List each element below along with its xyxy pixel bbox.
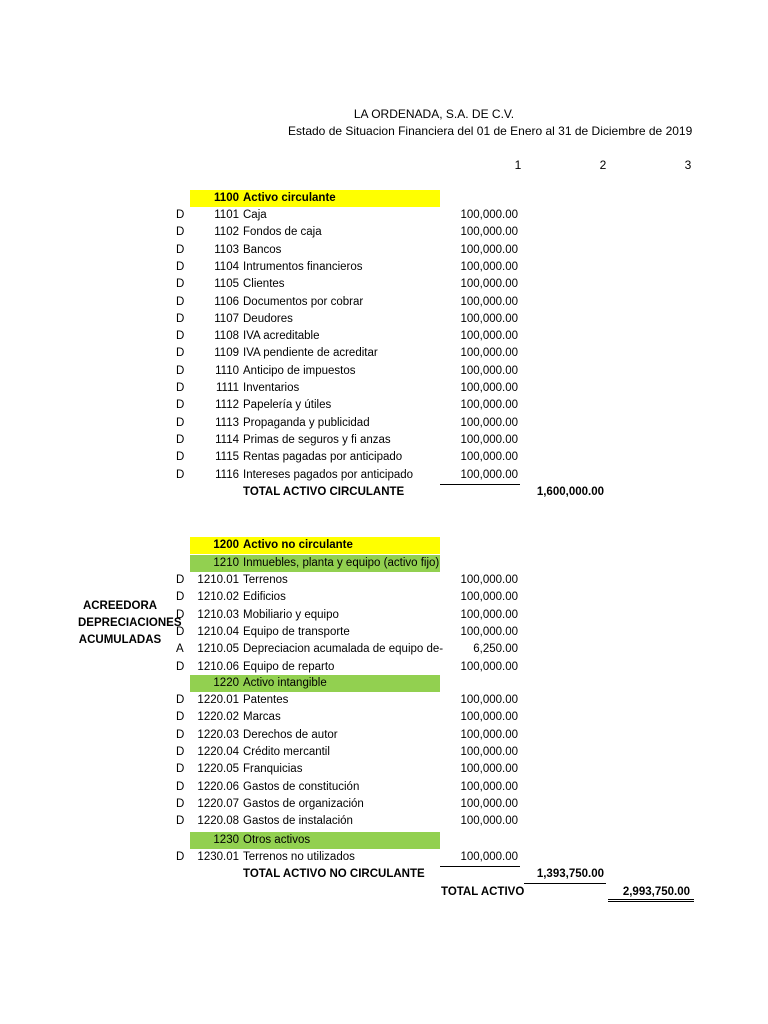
account-name: Primas de seguros y fi anzas [243,433,391,446]
account-code: 1114 [215,433,239,446]
account-amount: 100,000.00 [460,312,518,325]
account-code: 1220.03 [197,728,239,741]
nature-marker: D [176,574,185,586]
heading-code: 1220 [213,677,239,689]
nature-marker: D [176,468,185,481]
account-name: Marcas [243,711,281,724]
nature-marker: D [176,416,185,429]
account-code: 1111 [215,382,239,394]
account-code: 1220.04 [197,745,239,758]
total-no-circulante-label: TOTAL ACTIVO NO CIRCULANTE [243,868,425,880]
account-code: 1220.02 [197,711,239,724]
account-code: 1220.05 [197,763,239,776]
total-no-circulante-amount: 1,393,750.00 [536,868,604,880]
activo-intangible-heading [0,675,768,692]
nature-marker: D [176,745,185,758]
account-code: 1112 [215,399,239,412]
column-number-1: 1 [514,158,522,172]
account-amount: 100,000.00 [460,243,518,256]
account-code: 1210.03 [197,608,239,621]
ledger-row [0,709,768,726]
account-code: 1107 [214,312,239,325]
ledger-row [0,779,768,796]
acreedora-side-label: ACREEDORA DEPRECIACIONES ACUMULADAS [78,600,182,646]
account-amount: 100,000.00 [460,660,518,673]
account-amount: 100,000.00 [460,468,518,481]
ledger-row [0,294,768,311]
account-name: Intereses pagados por anticipado [243,468,414,481]
account-code: 1113 [215,416,239,429]
nature-marker: D [176,278,185,291]
ledger-row [0,467,768,484]
heading-label: Inmuebles, planta y equipo (activo fijo) [243,557,440,569]
account-amount: 100,000.00 [460,608,518,621]
account-code: 1220.01 [197,694,239,706]
ledger-row [0,363,768,380]
account-code: 1210.06 [197,660,239,673]
account-name: Caja [243,209,267,221]
account-amount: 100,000.00 [460,711,518,724]
account-amount: 100,000.00 [460,226,518,239]
account-name: Equipo de transporte [243,625,350,638]
ledger-row [0,849,768,866]
account-amount: 100,000.00 [460,574,518,586]
account-code: 1210.02 [197,591,239,604]
account-amount: 100,000.00 [460,260,518,273]
account-amount: 100,000.00 [460,278,518,291]
ledger-row [0,207,768,224]
ledger-row [0,328,768,345]
nature-marker: A [176,643,184,656]
account-code: 1220.08 [197,815,239,828]
account-code: 1115 [215,451,239,464]
nature-marker: D [176,608,185,621]
nature-marker: D [176,226,185,239]
ledger-row [0,796,768,813]
nature-marker: D [176,815,185,828]
nature-marker: D [176,209,185,221]
total-circulante-amount: 1,600,000.00 [536,486,604,498]
total-circulante-label: TOTAL ACTIVO CIRCULANTE [243,486,405,498]
account-name: Crédito mercantil [243,745,330,758]
account-amount: 100,000.00 [460,330,518,343]
heading-label: Activo no circulante [243,539,353,551]
account-name: Patentes [243,694,289,706]
heading-label: Activo circulante [243,192,336,204]
account-amount: 100,000.00 [460,625,518,638]
nature-marker: D [176,780,185,793]
account-code: 1210.04 [197,625,239,638]
account-code: 1104 [214,260,239,273]
account-name: Papelería y útiles [243,399,332,412]
account-amount: 100,000.00 [460,763,518,776]
nature-marker: D [176,797,185,810]
nature-marker: D [176,433,185,446]
account-amount: 100,000.00 [460,416,518,429]
account-name: Terrenos [243,574,288,586]
ledger-row [0,813,768,830]
account-code: 1103 [214,243,239,256]
nature-marker: D [176,694,185,706]
account-code: 1108 [214,330,239,343]
account-code: 1106 [214,295,239,308]
ledger-row [0,761,768,778]
heading-code: 1100 [214,192,239,204]
account-code: 1102 [214,226,239,239]
account-amount: 100,000.00 [460,815,518,828]
account-name: Propaganda y publicidad [243,416,370,429]
account-name: Depreciacion acumalada de equipo de- [243,643,444,656]
ledger-row [0,242,768,259]
activo-no-circulante-heading [0,537,768,554]
total-circulante-row [0,484,768,501]
total-activo-amount: 2,993,750.00 [622,886,690,898]
account-amount: 100,000.00 [460,382,518,394]
account-amount: 100,000.00 [460,295,518,308]
account-code: 1110 [215,364,239,377]
nature-marker: D [176,591,185,604]
heading-label: Activo intangible [243,677,327,689]
nature-marker: D [176,347,185,360]
nature-marker: D [176,399,185,412]
account-code: 1230.01 [197,851,239,863]
ledger-row [0,397,768,414]
account-amount: 100,000.00 [460,433,518,446]
nature-marker: D [176,364,185,377]
account-name: Anticipo de impuestos [243,364,356,377]
account-name: Inventarios [243,382,300,394]
ledger-row [0,224,768,241]
account-amount: 100,000.00 [460,209,518,221]
ledger-row [0,415,768,432]
account-code: 1220.07 [197,797,239,810]
ledger-row [0,744,768,761]
nature-marker: D [176,625,185,638]
account-code: 1220.06 [197,780,239,793]
account-amount: 100,000.00 [460,797,518,810]
statement-title: Estado de Situacion Financiera del 01 de Enero al 31 de Diciembre de 2019 [288,124,693,138]
nature-marker: D [176,330,185,343]
account-name: Documentos por cobrar [243,295,364,308]
total-activo-label: TOTAL ACTIVO [441,886,525,898]
account-name: IVA pendiente de acreditar [243,347,378,360]
ledger-row [0,659,768,676]
account-amount: 100,000.00 [460,399,518,412]
nature-marker: D [176,295,185,308]
account-amount: 100,000.00 [460,364,518,377]
ledger-row [0,572,768,589]
nature-marker: D [176,243,185,256]
account-code: 1210.01 [197,574,239,586]
account-name: Rentas pagadas por anticipado [243,451,403,464]
account-name: Bancos [243,243,282,256]
ledger-row [0,449,768,466]
account-name: Gastos de instalación [243,815,353,828]
account-code: 1105 [214,278,239,291]
ledger-row [0,276,768,293]
ledger-row [0,432,768,449]
nature-marker: D [176,728,185,741]
account-amount: 100,000.00 [460,745,518,758]
account-amount: 100,000.00 [460,591,518,604]
ledger-row [0,727,768,744]
ledger-row [0,311,768,328]
ledger-row [0,692,768,709]
account-amount: 100,000.00 [460,451,518,464]
account-name: Derechos de autor [243,728,338,741]
account-name: Gastos de constitución [243,780,360,793]
nature-marker: D [176,763,185,776]
nature-marker: D [176,711,185,724]
double-underline-bottom [608,901,694,902]
account-name: Clientes [243,278,285,291]
account-name: Fondos de caja [243,226,322,239]
account-name: Terrenos no utilizados [243,851,355,863]
account-code: 1101 [214,209,239,221]
nature-marker: D [176,382,185,394]
account-amount: 100,000.00 [460,780,518,793]
account-name: Deudores [243,312,293,325]
account-name: Equipo de reparto [243,660,335,673]
account-name: Edificios [243,591,286,604]
ledger-row [0,259,768,276]
account-code: 1116 [215,468,239,481]
account-amount: 100,000.00 [460,347,518,360]
activo-fijo-heading [0,555,768,572]
account-name: IVA acreditable [243,330,320,343]
account-name: Mobiliario y equipo [243,608,339,621]
heading-label: Otros activos [243,834,311,846]
nature-marker: D [176,260,185,273]
account-amount: 100,000.00 [460,851,518,863]
column-number-2: 2 [599,158,607,172]
account-name: Intrumentos financieros [243,260,363,273]
heading-code: 1200 [213,539,239,551]
double-underline-top [608,899,694,900]
account-name: Gastos de organización [243,797,364,810]
heading-code: 1210 [213,557,239,569]
account-amount: 6,250.00 [473,643,518,656]
account-name: Franquicias [243,763,303,776]
total-no-circulante-row [0,866,768,883]
otros-activos-heading [0,832,768,849]
account-code: 1109 [214,347,239,360]
column-number-3: 3 [684,158,692,172]
heading-code: 1230 [213,834,239,846]
nature-marker: D [176,851,185,863]
nature-marker: D [176,660,185,673]
account-amount: 100,000.00 [460,694,518,706]
company-name: LA ORDENADA, S.A. DE C.V. [353,107,515,121]
ledger-row [0,380,768,397]
account-amount: 100,000.00 [460,728,518,741]
nature-marker: D [176,312,185,325]
account-code: 1210.05 [197,643,239,656]
activo-circulante-heading [0,190,768,207]
ledger-row [0,345,768,362]
nature-marker: D [176,451,185,464]
